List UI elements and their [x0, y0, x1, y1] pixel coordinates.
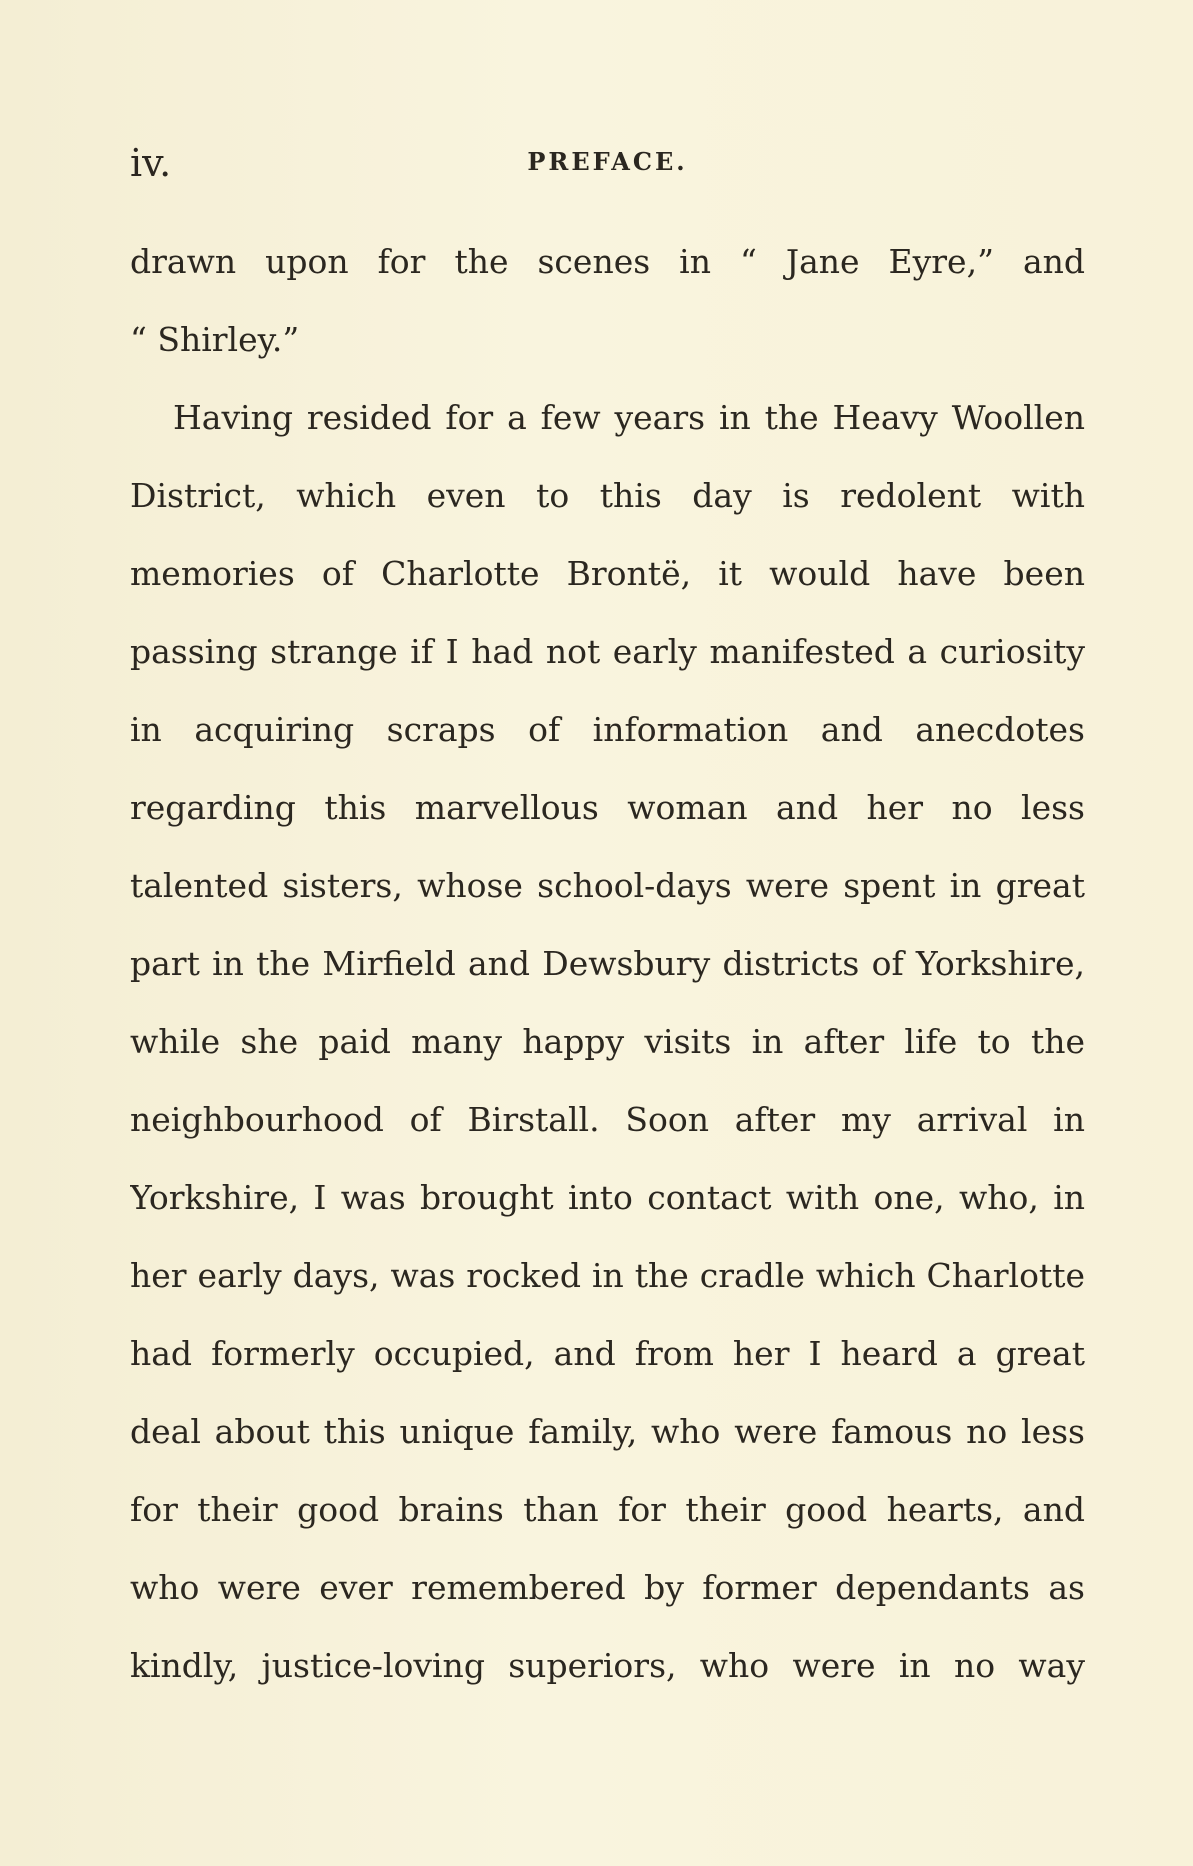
running-head: PREFACE.	[527, 147, 688, 176]
text-line: “ Shirley.”	[130, 320, 300, 359]
text-line: while she paid many happy visits in after life to the	[130, 1022, 1085, 1061]
text-line: her early days, was rocked in the cradle which Charlotte	[130, 1256, 1085, 1295]
text-line: drawn upon for the scenes in “ Jane Eyre,” and	[130, 242, 1085, 281]
text-line: Having resided for a few years in the Heavy Woollen	[173, 398, 1085, 437]
text-line: regarding this marvellous woman and her no less	[130, 788, 1085, 827]
text-line: part in the Mirfield and Dewsbury districts of Yorkshire,	[130, 944, 1085, 983]
text-line: neighbourhood of Birstall. Soon after my arrival in	[130, 1100, 1085, 1139]
text-line: had formerly occupied, and from her I heard a great	[130, 1334, 1085, 1373]
text-line: talented sisters, whose school-days were spent in great	[130, 866, 1085, 905]
text-line: deal about this unique family, who were famous no less	[130, 1412, 1085, 1451]
text-line: in acquiring scraps of information and anecdotes	[130, 710, 1085, 749]
text-line: passing strange if I had not early manifested a curiosity	[130, 632, 1085, 671]
text-line: for their good brains than for their good hearts, and	[130, 1490, 1085, 1529]
body-text	[130, 223, 1085, 1705]
text-line: memories of Charlotte Brontë, it would have been	[130, 554, 1085, 593]
page-number: iv.	[130, 141, 172, 185]
text-line: kindly, justice-loving superiors, who were in no way	[130, 1646, 1085, 1685]
text-line: Yorkshire, I was brought into contact with one, who, in	[130, 1178, 1085, 1217]
text-line: District, which even to this day is redolent with	[130, 476, 1085, 515]
page-header	[130, 138, 1085, 188]
text-line: who were ever remembered by former dependants as	[130, 1568, 1085, 1607]
